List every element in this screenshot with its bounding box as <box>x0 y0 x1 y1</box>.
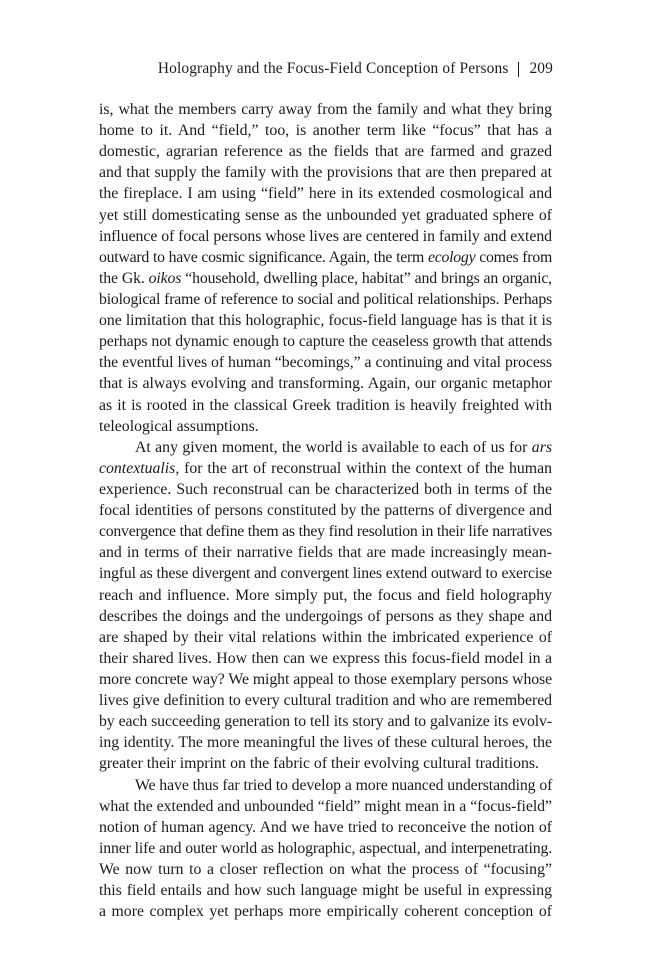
italic-term: ars <box>531 438 552 456</box>
page-number: 209 <box>529 60 553 77</box>
text-line: describes the doings and the undergoings of persons as they shape and <box>99 607 552 625</box>
text-line: more concrete way? We might appeal to those exemplary persons whose <box>99 670 552 688</box>
running-head-separator <box>518 62 519 77</box>
text-line: is, what the members carry away from the family and what they bring <box>99 101 552 118</box>
text-line: perhaps not dynamic enough to capture the ceaseless growth that attends <box>99 333 552 351</box>
text-line: inner life and outer world as holographic, aspectual, and interpenetrating. <box>99 839 552 857</box>
text-line: their shared lives. How then can we express this focus-field model in a <box>99 649 552 667</box>
text-line: and that supply the family with the provisions that are then prepared at <box>99 164 552 182</box>
running-head <box>158 60 553 78</box>
text-line: yet still domesticating sense as the unbounded yet graduated sphere of <box>99 206 552 224</box>
text-line: experience. Such reconstrual can be characterized both in terms of the <box>99 480 552 498</box>
text-line: home to it. And “field,” too, is another term like “focus” that has a <box>99 122 552 140</box>
italic-term: oikos <box>148 269 182 287</box>
text-line: ingful as these divergent and convergent lines extend outward to exercise <box>99 565 552 583</box>
text-line: are shaped by their vital relations within the imbricated experience of <box>99 628 552 646</box>
italic-term: contextualis <box>99 459 176 477</box>
text-line: teleological assumptions. <box>99 417 259 435</box>
text-line: as it is rooted in the classical Greek tradition is heavily freighted with <box>99 396 552 414</box>
text-line: the eventful lives of human “becomings,” a continuing and vital process <box>99 354 552 372</box>
text-line: and in terms of their narrative fields that are made increasingly mean- <box>99 544 552 562</box>
text-line: what the extended and unbounded “field” might mean in a “focus-field” <box>99 797 552 815</box>
text-line: this field entails and how such language might be useful in expressing <box>99 882 552 900</box>
text-line: the Gk. oikos “household, dwelling place, habitat” and brings an organic, <box>99 269 552 287</box>
text-line: contextualis, for the art of reconstrual within the context of the human <box>99 459 552 477</box>
running-head-title: Holography and the Focus-Field Conception of Persons <box>157 60 509 77</box>
text-line: the fireplace. I am using “field” here in its extended cosmological and <box>99 185 552 203</box>
italic-term: ecology <box>427 248 476 266</box>
text-line: biological frame of reference to social and political relationships. Perhaps <box>99 290 552 308</box>
text-line: convergence that define them as they find resolution in their life narratives <box>99 523 552 541</box>
text-line: We now turn to a closer reflection on what the process of “focusing” <box>99 860 552 878</box>
body-text <box>99 99 552 922</box>
text-line: lives give definition to every cultural tradition and who are remembered <box>99 692 552 710</box>
text-line: domestic, agrarian reference as the fields that are farmed and grazed <box>99 143 552 161</box>
text-line: influence of focal persons whose lives are centered in family and extend <box>99 227 553 245</box>
text-line: At any given moment, the world is available to each of us for ars <box>135 438 552 456</box>
text-line: by each succeeding generation to tell its story and to galvanize its evolv- <box>99 713 552 731</box>
text-line: notion of human agency. And we have tried to reconceive the notion of <box>99 818 552 836</box>
text-line: that is always evolving and transforming. Again, our organic metaphor <box>99 375 552 393</box>
text-line: We have thus far tried to develop a more nuanced understanding of <box>135 776 553 794</box>
text-line: a more complex yet perhaps more empirically coherent conception of <box>99 903 552 921</box>
text-line: outward to have cosmic significance. Again, the term ecology comes from <box>99 248 553 266</box>
text-line: focal identities of persons constituted by the patterns of divergence and <box>99 502 552 520</box>
text-line: reach and influence. More simply put, the focus and field holography <box>99 586 552 604</box>
text-line: greater their imprint on the fabric of their evolving cultural traditions. <box>99 755 539 773</box>
text-line: one limitation that this holographic, focus-field language has is that it is <box>99 312 552 330</box>
text-line: ing identity. The more meaningful the lives of these cultural heroes, the <box>99 734 552 752</box>
